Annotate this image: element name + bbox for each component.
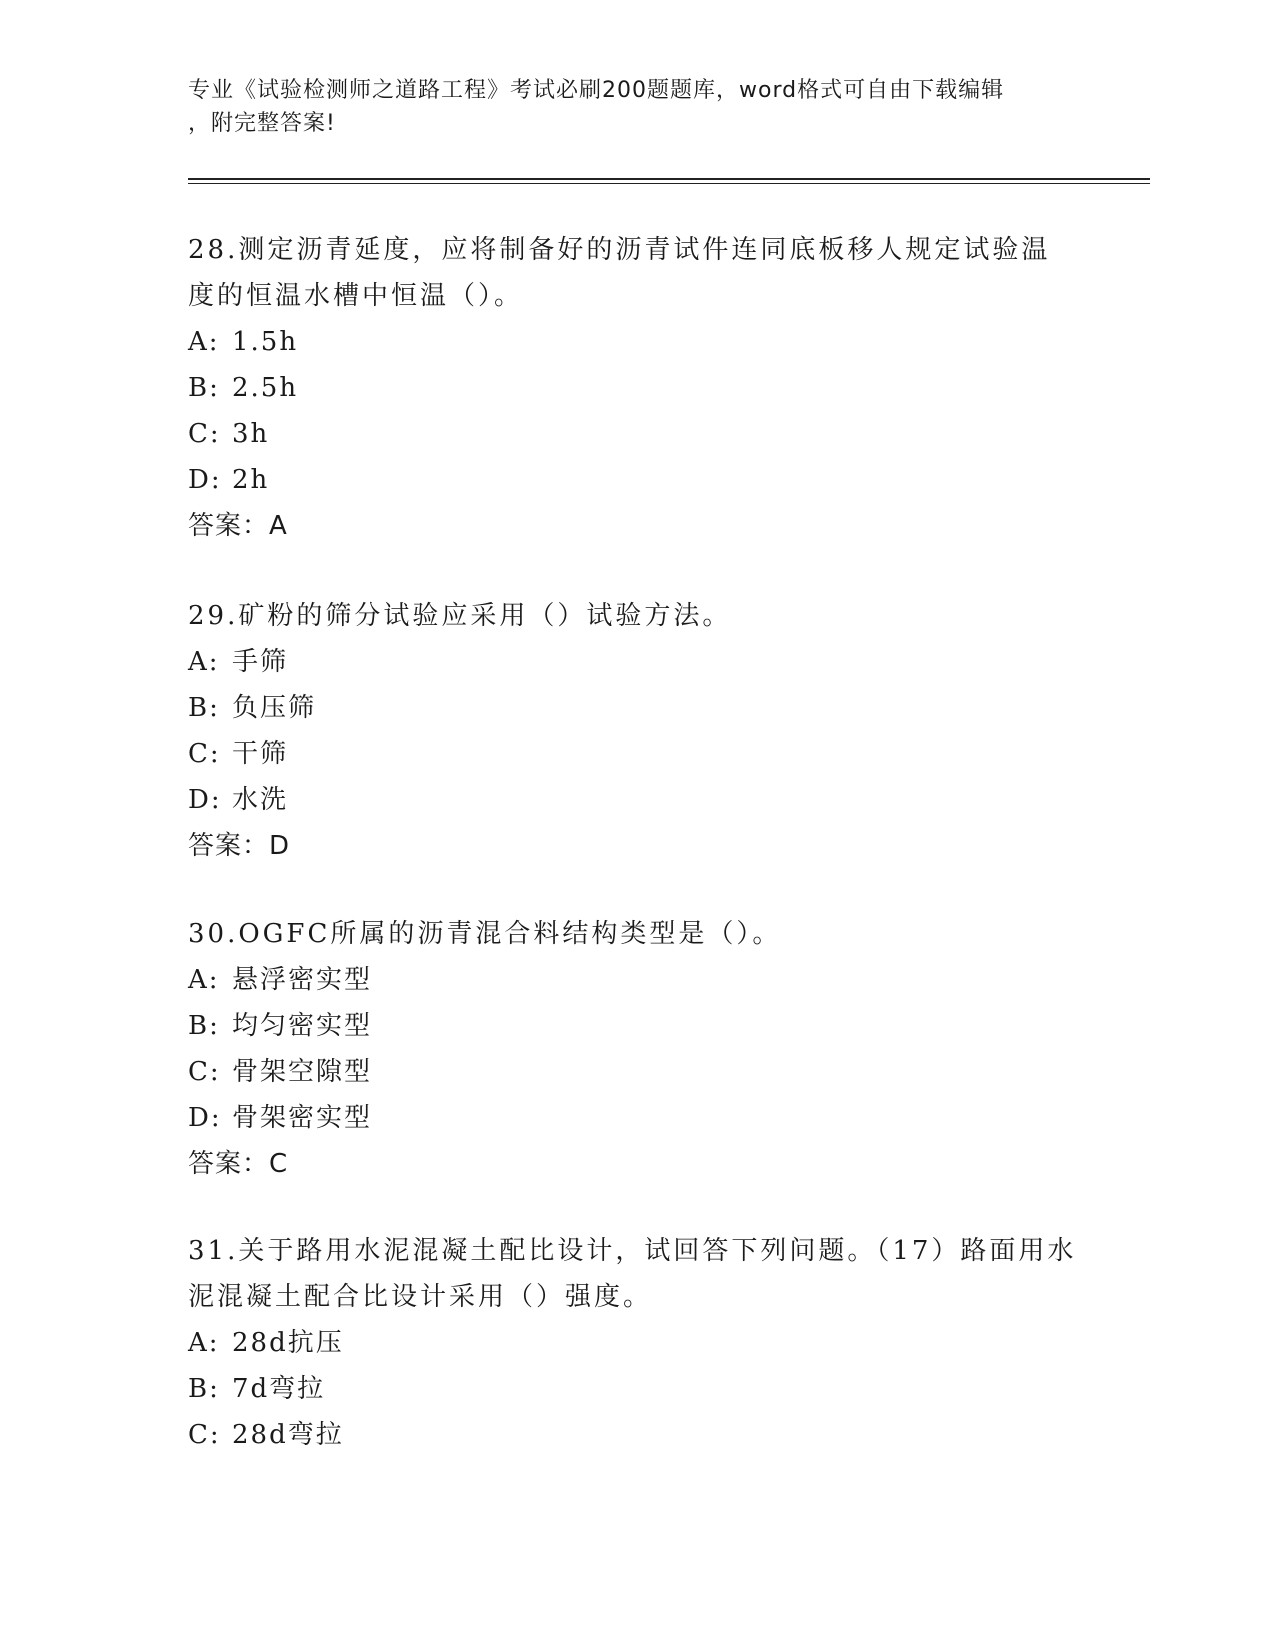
question-stem: 30.OGFC所属的沥青混合料结构类型是（）。: [188, 919, 782, 949]
option-text: 2h: [232, 465, 270, 495]
option-key: A:: [188, 647, 220, 677]
question-stem: 29.矿粉的筛分试验应采用（）试验方法。: [188, 601, 732, 631]
question-stem: 28.测定沥青延度，应将制备好的沥青试件连同底板移人规定试验温度的恒温水槽中恒温（）。: [188, 235, 1051, 311]
option-b: [188, 685, 1078, 731]
option-text: 悬浮密实型: [232, 965, 373, 995]
option-key: B:: [188, 1011, 220, 1041]
option-a: [188, 639, 1078, 685]
option-c: [188, 1049, 1078, 1095]
question-stem: 31.关于路用水泥混凝土配比设计，试回答下列问题。（17）路面用水泥混凝土配合比设计采用（）强度。: [188, 1236, 1077, 1312]
option-a: [188, 319, 1078, 365]
option-key: A:: [188, 327, 220, 357]
option-text: 负压筛: [232, 693, 317, 723]
option-key: A:: [188, 1328, 220, 1358]
option-key: B:: [188, 373, 220, 403]
option-key: D:: [188, 465, 222, 495]
option-a: [188, 957, 1078, 1003]
option-key: C:: [188, 1420, 221, 1450]
option-text: 均匀密实型: [232, 1011, 373, 1041]
option-text: 3h: [232, 419, 270, 449]
option-key: D:: [188, 785, 222, 815]
option-text: 骨架空隙型: [232, 1057, 373, 1087]
option-key: C:: [188, 419, 221, 449]
answer-line: 答案：A: [188, 511, 288, 541]
header-line-2: ，附完整答案!: [188, 111, 336, 136]
question-29: [188, 593, 1078, 869]
option-b: [188, 1003, 1078, 1049]
option-d: [188, 1095, 1078, 1141]
document-header: [188, 74, 1068, 140]
option-text: 手筛: [232, 647, 289, 677]
question-31: [188, 1228, 1078, 1458]
question-30: [188, 911, 1078, 1187]
option-c: [188, 411, 1078, 457]
option-c: [188, 731, 1078, 777]
option-text: 7d弯拉: [232, 1374, 326, 1404]
option-key: C:: [188, 1057, 221, 1087]
option-text: 水洗: [232, 785, 289, 815]
option-key: B:: [188, 693, 220, 723]
question-28: [188, 227, 1078, 549]
option-b: [188, 365, 1078, 411]
option-key: A:: [188, 965, 220, 995]
option-c: [188, 1412, 1078, 1458]
option-b: [188, 1366, 1078, 1412]
option-key: C:: [188, 739, 221, 769]
option-key: B:: [188, 1374, 220, 1404]
option-text: 28d弯拉: [232, 1420, 344, 1450]
answer-line: 答案：D: [188, 831, 291, 861]
header-line-1: 专业《试验检测师之道路工程》考试必刷200题题库，word格式可自由下载编辑: [188, 78, 1005, 103]
option-d: [188, 777, 1078, 823]
option-text: 骨架密实型: [232, 1103, 373, 1133]
option-key: D:: [188, 1103, 222, 1133]
header-divider-bottom: [188, 183, 1150, 184]
header-divider-top: [188, 178, 1150, 180]
option-a: [188, 1320, 1078, 1366]
option-text: 干筛: [232, 739, 289, 769]
option-d: [188, 457, 1078, 503]
option-text: 2.5h: [232, 373, 299, 403]
option-text: 28d抗压: [232, 1328, 344, 1358]
option-text: 1.5h: [232, 327, 299, 357]
answer-line: 答案：C: [188, 1149, 289, 1179]
